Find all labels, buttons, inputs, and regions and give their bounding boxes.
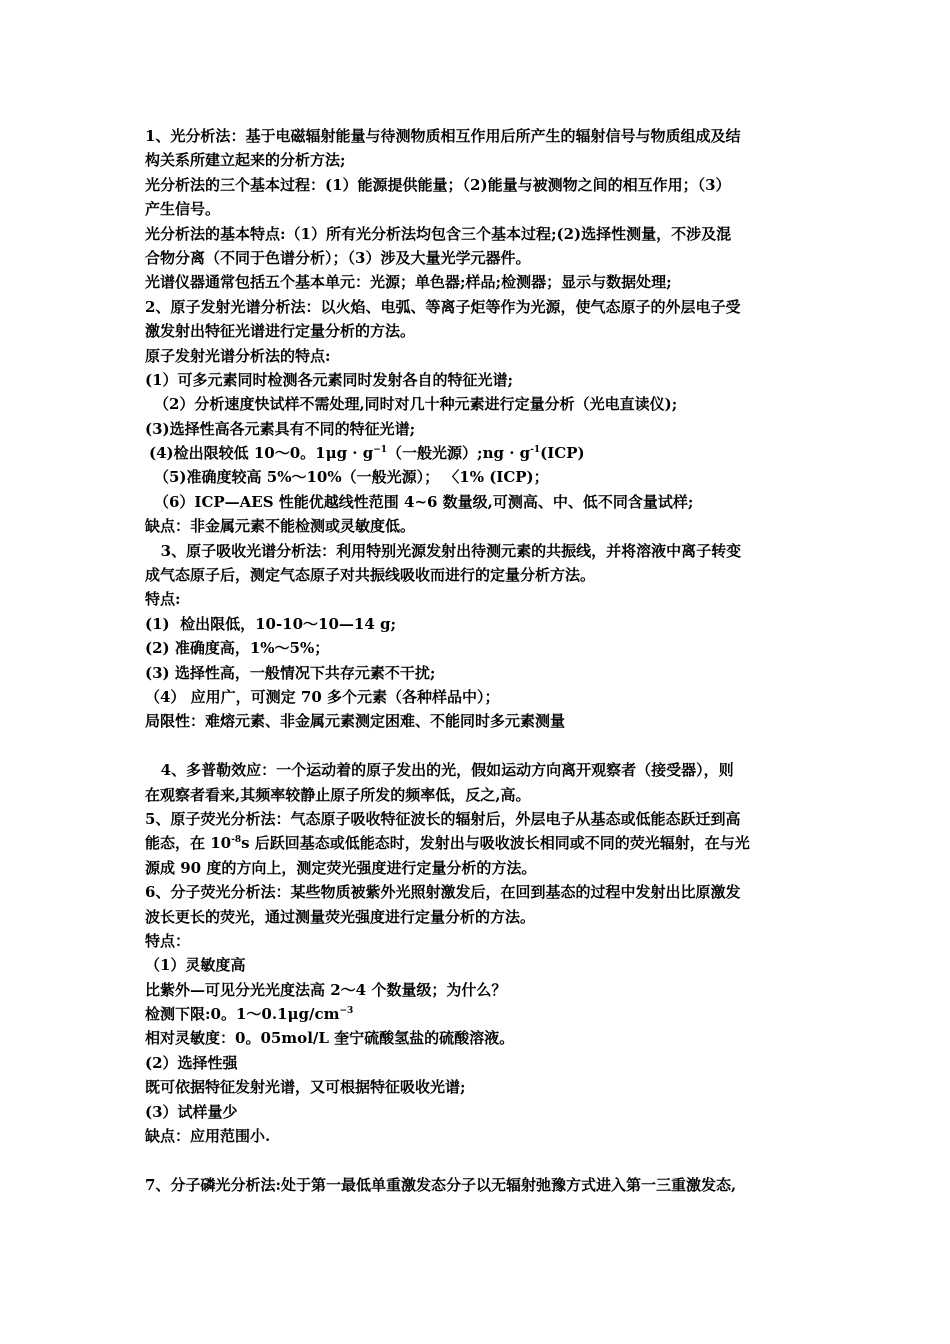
text-line: (1）可多元素同时检测各元素同时发射各自的特征光谱;: [145, 370, 514, 389]
text-segment: （一般光源）;ng · g: [387, 444, 531, 463]
superscript: -1: [530, 445, 541, 456]
text-line: 光谱仪器通常包括五个基本单元：光源；单色器;样品;检测器；显示与数据处理;: [145, 273, 672, 292]
text-line: （2）分析速度快试样不需处理,同时对几十种元素进行定量分析（光电直读仪);: [154, 395, 678, 414]
text-line: 产生信号。: [145, 200, 221, 219]
text-line: 光分析法的基本特点:（1）所有光分析法均包含三个基本过程;(2)选择性测量，不涉及混: [145, 224, 732, 243]
text-line: 6、分子荧光分析法：某些物质被紫外光照射激发后，在回到基态的过程中发射出比原激发: [145, 883, 741, 902]
text-line: 原子发射光谱分析法的特点:: [145, 346, 331, 365]
text-line: 成气态原子后，测定气态原子对共振线吸收而进行的定量分析方法。: [145, 566, 596, 585]
text-line: 局限性：难熔元素、非金属元素测定困难、不能同时多元素测量: [145, 712, 566, 731]
text-line: (2）选择性强: [145, 1053, 238, 1072]
text-line: （5)准确度较高 5%～10%（一般光源）； 〈1% (ICP)；: [154, 468, 549, 487]
text-segment: (4)检出限较低 10～0。1μg · g: [149, 444, 374, 463]
text-line: 缺点：非金属元素不能检测或灵敏度低。: [145, 517, 416, 536]
text-line: 缺点：应用范围小.: [145, 1127, 271, 1146]
blank-line: [145, 1148, 810, 1172]
text-line: 相对灵敏度：0。05mol/L 奎宁硫酸氢盐的硫酸溶液。: [145, 1029, 515, 1048]
text-line: 7、分子磷光分析法:处于第一最低单重激发态分子以无辐射弛豫方式进入第一三重激发态,: [145, 1175, 737, 1194]
text-segment: s 后跃回基态或低能态时，发射出与吸收波长相同或不同的荧光辐射，在与光: [241, 834, 750, 853]
text-line: [145, 1002, 810, 1026]
text-line: [145, 831, 810, 855]
text-line: 5、原子荧光分析法：气态原子吸收特征波长的辐射后，外层电子从基态或低能态跃迁到高: [145, 809, 741, 828]
text-line: 比紫外—可见分光光度法高 2～4 个数量级；为什么？: [145, 980, 507, 999]
text-line: (3）试样量少: [145, 1102, 238, 1121]
text-line: （6）ICP—AES 性能优越线性范围 4~6 数量级,可测高、中、低不同含量试样;: [154, 492, 694, 511]
text-line: （4） 应用广，可测定 70 多个元素（各种样品中）；: [145, 687, 500, 706]
text-line: 既可依据特征发射光谱，又可根据特征吸收光谱;: [145, 1078, 466, 1097]
text-line: 光分析法的三个基本过程：(1）能源提供能量；（2)能量与被测物之间的相互作用；（3）: [145, 175, 731, 194]
text-line: 3、原子吸收光谱分析法：利用特别光源发射出待测元素的共振线，并将溶液中离子转变: [145, 541, 742, 560]
text-line: (3) 选择性高，一般情况下共存元素不干扰;: [145, 663, 436, 682]
text-line: 构关系所建立起来的分析方法;: [145, 151, 346, 170]
text-segment: 检测下限:0。1～0.1μg/cm: [145, 1005, 340, 1024]
text-line: 特点：: [145, 931, 191, 950]
text-line: (3)选择性高各元素具有不同的特征光谱;: [145, 419, 416, 438]
text-line: [145, 441, 810, 465]
superscript: -8: [231, 835, 242, 846]
text-line: 源成 90 度的方向上，测定荧光强度进行定量分析的方法。: [145, 858, 537, 877]
text-line: 波长更长的荧光，通过测量荧光强度进行定量分析的方法。: [145, 907, 536, 926]
blank-line: [145, 734, 810, 758]
text-line: 4、多普勒效应：一个运动着的原子发出的光，假如运动方向离开观察者（接受器），则: [145, 761, 734, 780]
document-page: [145, 124, 810, 1197]
text-line: 在观察者看来,其频率较静止原子所发的频率低，反之,高。: [145, 785, 531, 804]
text-segment: (ICP): [540, 444, 585, 463]
text-line: (1) 检出限低，10-10～10—14 g;: [145, 614, 397, 633]
text-line: （1）灵敏度高: [145, 956, 246, 975]
text-line: (2) 准确度高，1%～5%；: [145, 639, 330, 658]
text-line: 合物分离（不同于色谱分析）；（3）涉及大量光学元器件。: [145, 248, 531, 267]
text-segment: 能态，在 10: [145, 834, 232, 853]
text-line: 1、光分析法：基于电磁辐射能量与待测物质相互作用后所产生的辐射信号与物质组成及结: [145, 127, 741, 145]
text-line: 激发射出特征光谱进行定量分析的方法。: [145, 322, 416, 341]
superscript: −3: [339, 1006, 354, 1017]
superscript: −1: [373, 445, 388, 456]
text-line: 2、原子发射光谱分析法：以火焰、电弧、等离子炬等作为光源，使气态原子的外层电子受: [145, 297, 741, 316]
text-line: 特点:: [145, 590, 181, 609]
